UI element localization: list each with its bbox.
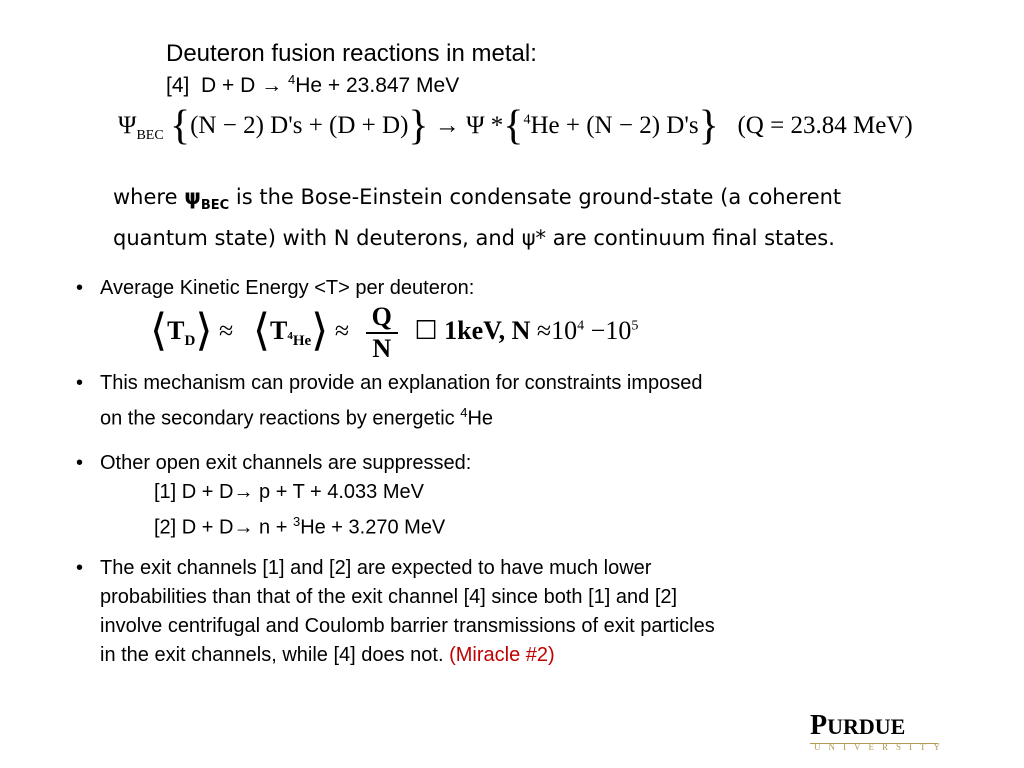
purdue-logo: PURDUE UNIVERSITY	[810, 710, 948, 752]
right-angle-icon-2: ⟩	[311, 305, 329, 355]
q-value: (Q = 23.84 MeV)	[737, 112, 913, 139]
right-angle-icon: ⟩	[195, 305, 213, 355]
where-line-1: where $\psi_{BEC}$ is the Bose-Einstein condensate ground-state (a coherent	[113, 185, 842, 214]
reaction-sup: 4	[287, 72, 296, 87]
eq1-arrow: →	[434, 112, 460, 139]
reaction-label: [4]	[166, 74, 190, 97]
reaction-rhs: He + 23.847 MeV	[295, 74, 460, 97]
kinetic-equation: $⟨T_D⟩$ ≈ $⟨T_{^4He}⟩$ ≈ $\frac{Q}{N}$ ☐ 1keV, $N \approx 10^4 -10^5$	[150, 302, 639, 363]
eq1-inner-left: (N − 2) D's + (D + D)	[190, 112, 409, 139]
left-angle-icon-2: ⟨	[252, 305, 270, 355]
reaction-line	[166, 72, 459, 98]
where-paragraph	[113, 181, 841, 254]
bullet-icon: •	[76, 557, 84, 579]
he-sup: 4	[523, 112, 531, 128]
psi-bold: ψ	[184, 185, 201, 209]
arrow-icon: →	[261, 74, 283, 97]
right-brace-icon: }	[408, 103, 429, 149]
channel-2: [2] D + D→ n + $^3$He + 3.270 MeV	[154, 514, 446, 539]
placeholder-box-icon: ☐	[414, 315, 438, 345]
bullet-icon: •	[76, 372, 84, 394]
eq1-inner-right: He + (N − 2) D's	[530, 112, 699, 139]
psi-star: Ψ *	[466, 112, 504, 139]
where-psi-sub: BEC	[200, 198, 230, 214]
left-brace-icon: {	[169, 103, 191, 149]
channel-1: [1] D + D→ p + T + 4.033 MeV	[154, 481, 424, 503]
miracle-note: (Miracle #2)	[449, 644, 555, 666]
slide-title: Deuteron fusion reactions in metal:	[166, 40, 537, 67]
bec-equation	[118, 103, 913, 149]
bullet-icon: •	[76, 452, 84, 474]
left-brace-icon-2: {	[503, 103, 524, 149]
bullet-icon: •	[76, 277, 84, 299]
psi-symbol: Ψ	[118, 112, 137, 139]
reaction-lhs: D + D	[201, 74, 256, 97]
left-angle-icon: ⟨	[150, 305, 168, 355]
psi-sub: BEC	[136, 128, 164, 143]
where-line-2: quantum state) with N deuterons, and ψ* are continuum final states.	[113, 226, 835, 251]
q-over-n-fraction: $\frac{Q}{N}$	[366, 302, 398, 364]
right-brace-icon-2: }	[698, 103, 719, 149]
